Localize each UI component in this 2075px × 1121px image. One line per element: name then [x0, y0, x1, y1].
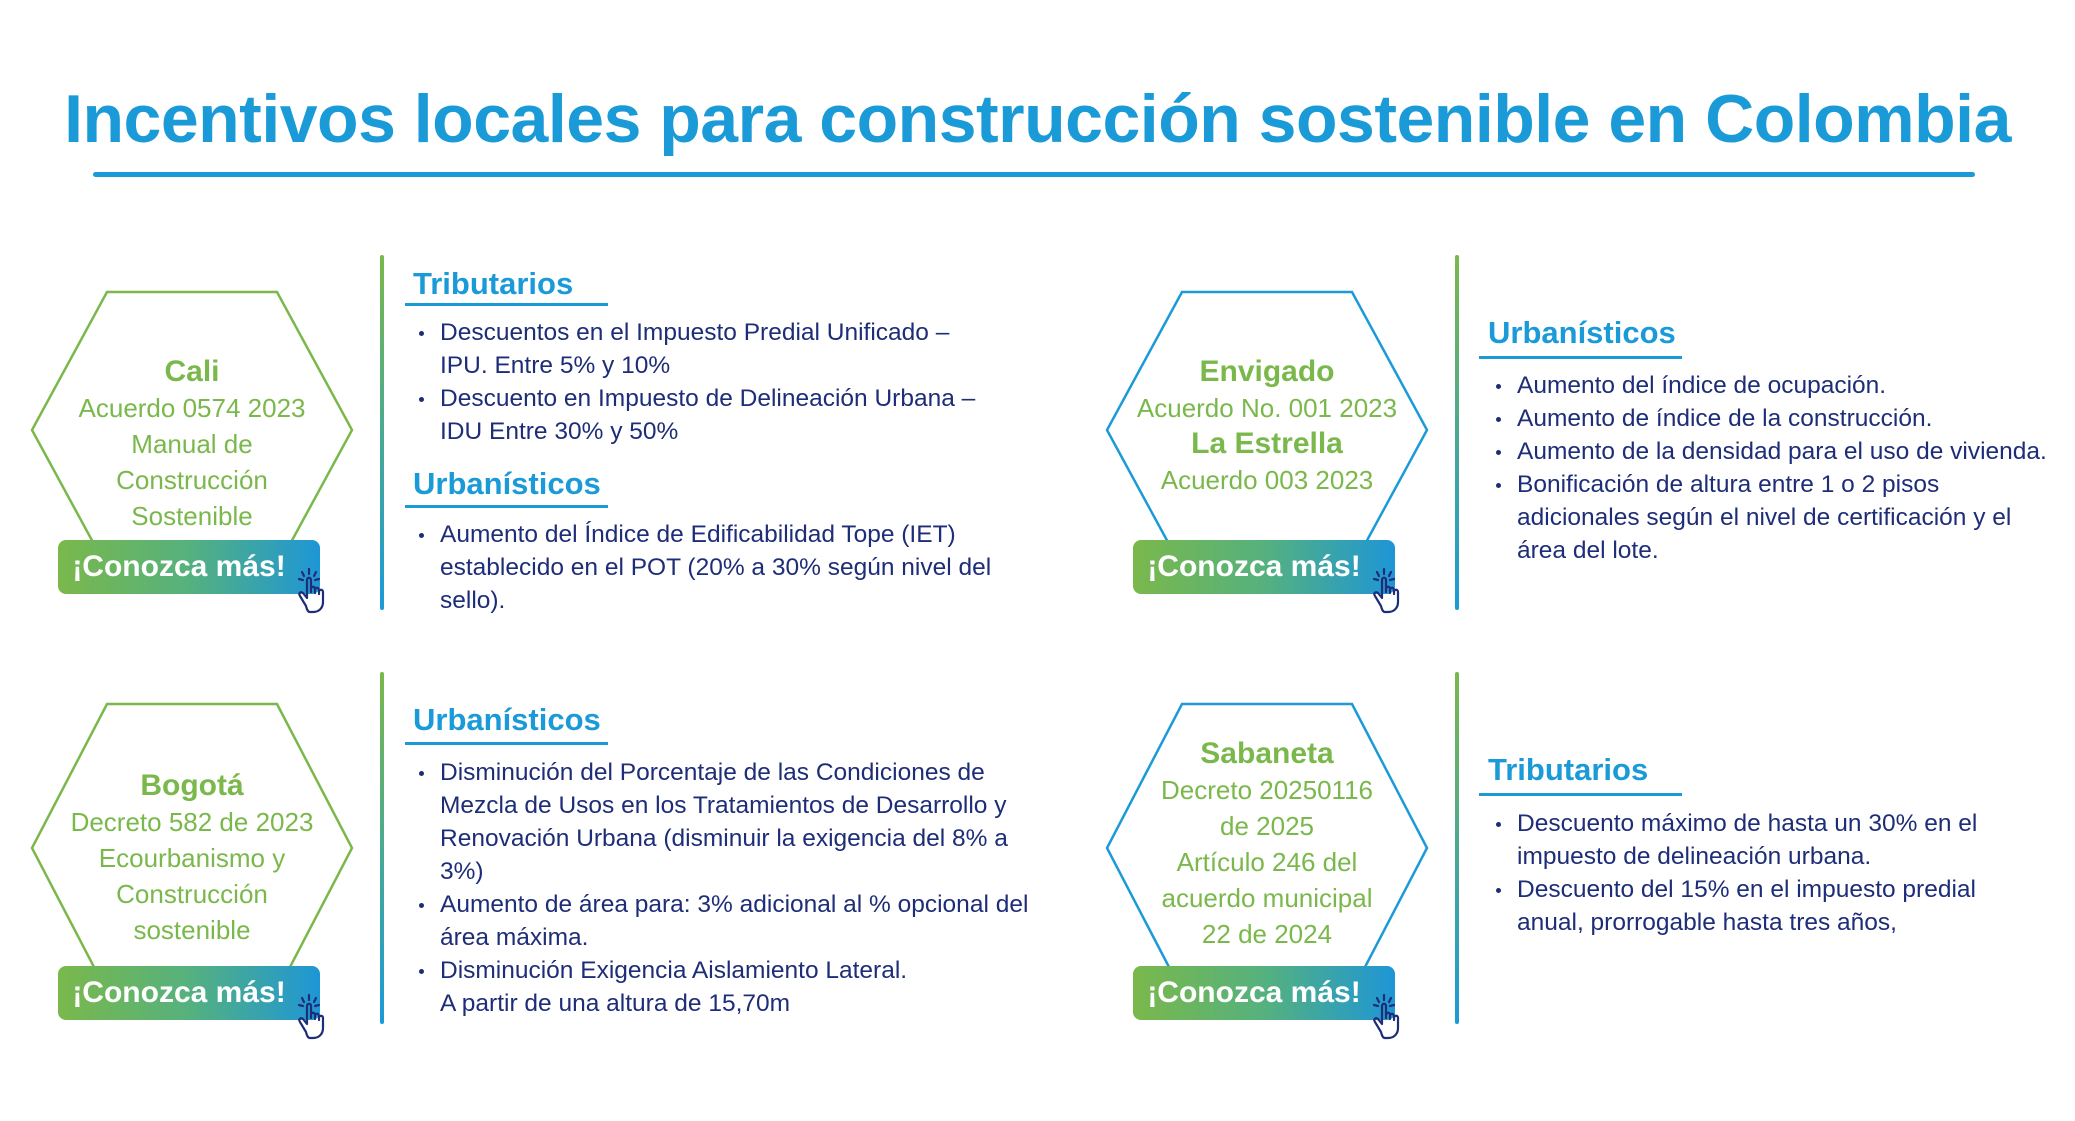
bogota-learn-more-button[interactable]: [58, 966, 320, 1020]
hand-cursor-icon: [1365, 566, 1409, 616]
la-estrella-agreement: Acuerdo 003 2023: [1160, 465, 1374, 495]
bogota-divider: [380, 672, 384, 1024]
cali-divider: [380, 255, 384, 610]
envigado-city-name: Envigado: [1199, 355, 1335, 388]
sabaneta-button-label: ¡Conozca más!: [1147, 976, 1361, 1009]
sabaneta-article: Artículo 246 del: [1176, 847, 1358, 877]
cali-manual-cont: Sostenible: [131, 501, 253, 531]
cali-learn-more-button[interactable]: [58, 540, 320, 594]
bogota-line2: Ecourbanismo y: [98, 843, 286, 873]
sabaneta-tributarios-list: [1490, 807, 2060, 939]
bogota-city-name: Bogotá: [140, 769, 244, 802]
hand-cursor-icon: [290, 566, 334, 616]
bogota-line4: sostenible: [133, 915, 251, 945]
cali-tributarios-rule: [405, 303, 608, 306]
list-item: Descuento máximo de hasta un 30% en el impuesto de delineación urbana.: [1490, 807, 2060, 873]
list-item: Descuentos en el Impuesto Predial Unificado – IPU. Entre 5% y 10%: [413, 316, 1000, 382]
sabaneta-agreement: acuerdo municipal: [1161, 883, 1373, 913]
cali-city-name: Cali: [164, 355, 220, 388]
sabaneta-agreement-date: 22 de 2024: [1201, 919, 1333, 949]
envigado-agreement: Acuerdo No. 001 2023: [1136, 393, 1398, 423]
bogota-decree: Decreto 582 de 2023: [70, 807, 314, 837]
cali-urbanisticos-heading: Urbanísticos: [413, 466, 601, 501]
sabaneta-details: [1127, 736, 1407, 952]
bogota-urbanisticos-list: [413, 756, 1041, 1020]
sabaneta-decree: Decreto 20250116: [1160, 775, 1373, 805]
envigado-urbanisticos-rule: [1479, 356, 1682, 359]
list-item: Aumento de la densidad para el uso de vivienda.: [1490, 435, 2060, 468]
la-estrella-city-name: La Estrella: [1191, 427, 1343, 460]
cali-button-label: ¡Conozca más!: [72, 550, 286, 583]
list-item: Disminución Exigencia Aislamiento Lateral. A partir de una altura de 15,70m: [413, 954, 920, 1020]
bogota-line3: Construcción: [116, 879, 268, 909]
list-item: Descuento en Impuesto de Delineación Urbana – IDU Entre 30% y 50%: [413, 382, 1000, 448]
envigado-urbanisticos-heading: Urbanísticos: [1488, 315, 1676, 350]
bogota-card: [22, 700, 362, 1040]
bogota-urbanisticos-heading: Urbanísticos: [413, 702, 601, 737]
list-item: Aumento del Índice de Edificabilidad Tope (IET) establecido en el POT (20% a 30% según nivel del sello).: [413, 518, 1053, 617]
list-item: Aumento del índice de ocupación.: [1490, 369, 2060, 402]
sabaneta-learn-more-button[interactable]: [1133, 966, 1395, 1020]
envigado-card: [1097, 288, 1437, 618]
sabaneta-tributarios-heading: Tributarios: [1488, 752, 1649, 787]
title-underline: [93, 172, 1975, 177]
bogota-button-label: ¡Conozca más!: [72, 976, 286, 1009]
list-item: Aumento de índice de la construcción.: [1490, 402, 2060, 435]
sabaneta-decree-year: de 2025: [1220, 811, 1314, 841]
cali-details: [52, 354, 332, 534]
cali-tributarios-heading: Tributarios: [413, 266, 574, 301]
envigado-button-label: ¡Conozca más!: [1147, 550, 1361, 583]
bogota-details: [52, 768, 332, 948]
envigado-urbanisticos-list: [1490, 369, 2060, 567]
bogota-urbanisticos-rule: [405, 742, 608, 745]
hand-cursor-icon: [1365, 992, 1409, 1042]
cali-urbanisticos-list: [413, 518, 1053, 617]
hand-cursor-icon: [290, 992, 334, 1042]
envigado-details: [1127, 354, 1407, 498]
cali-agreement: Acuerdo 0574 2023: [78, 393, 306, 423]
sabaneta-tributarios-rule: [1479, 793, 1682, 796]
sabaneta-city-name: Sabaneta: [1200, 737, 1334, 770]
envigado-divider: [1455, 255, 1459, 610]
cali-urbanisticos-rule: [405, 505, 608, 508]
page-title: Incentivos locales para construcción sostenible en Colombia: [64, 81, 2011, 157]
envigado-learn-more-button[interactable]: [1133, 540, 1395, 594]
sabaneta-divider: [1455, 672, 1459, 1024]
list-item: Disminución del Porcentaje de las Condiciones de Mezcla de Usos en los Tratamientos de Desarrollo y Renovación Urbana (disminuir la exigencia del 8% a 3%): [413, 756, 1041, 888]
cali-card: [22, 288, 362, 618]
list-item: Bonificación de altura entre 1 o 2 pisos adicionales según el nivel de certificación y el área del lote.: [1490, 468, 2060, 567]
list-item: Descuento del 15% en el impuesto predial anual, prorrogable hasta tres años,: [1490, 873, 2037, 939]
cali-manual: Manual de Construcción: [116, 429, 268, 495]
cali-tributarios-list: [413, 316, 1033, 448]
list-item: Aumento de área para: 3% adicional al % opcional del área máxima.: [413, 888, 1041, 954]
sabaneta-card: [1097, 700, 1437, 1040]
